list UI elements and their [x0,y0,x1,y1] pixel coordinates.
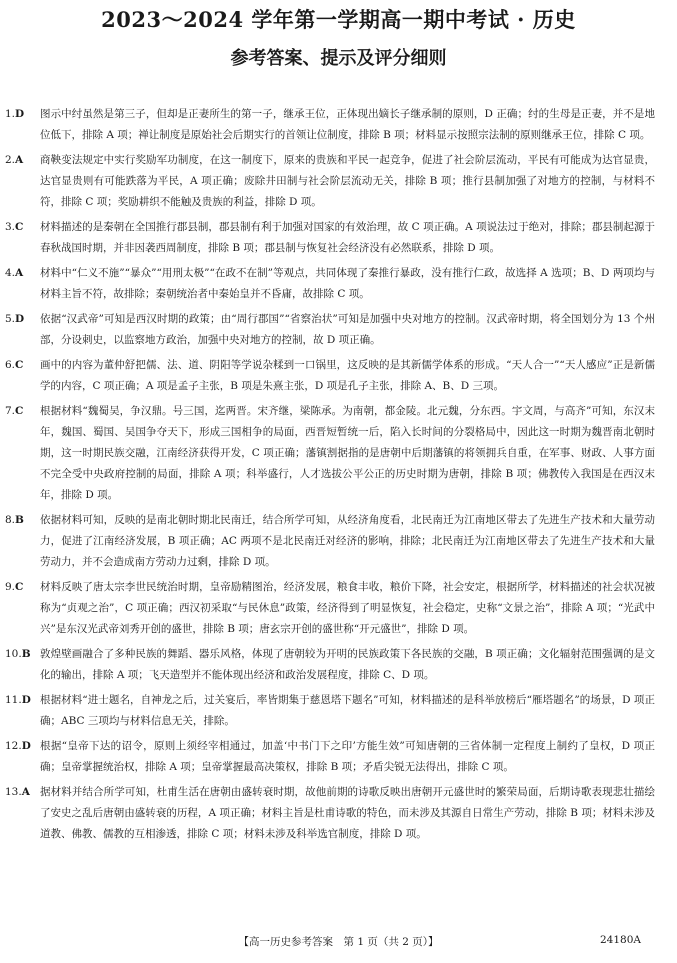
item-explanation: 材料中“仁义不施”“暴众”“用刑太极”“在政不在制”等观点，共同体现了秦推行暴政，没有推行仁政，故选择 A 选项；B、D 两项均与材料主旨不符，故排除；秦朝统治者中秦始皇并不昏庸，故排除 C 项。 [40,267,655,300]
item-answer: A [15,154,24,166]
footer-code: 24180A [600,934,641,946]
answer-item [0,263,677,305]
item-explanation: 根据“皇帝下达的诏令，原则上须经宰相通过，加盖‘中书门下之印’方能生效”可知唐朝的三省体制一定程度上制约了皇权，D 项正确；皇帝掌握统治权，排除 A 项；皇帝掌握最高决策权，排除 B 项；矛盾尖锐无法得出，排除 C 项。 [40,740,655,773]
item-answer: B [15,514,24,526]
item-explanation: 依据“汉武帝”可知是西汉时期的政策；由“周行郡国”“省察治状”可知是加强中央对地方的控制。汉武帝时期，将全国划分为 13 个州部，分设刺史，以监察地方政治，加强中央对地方的控制，故 D 项正确。 [40,313,655,346]
item-number: 2.A [5,154,24,166]
answer-item [0,217,677,259]
page-subtitle: 参考答案、提示及评分细则 [230,48,447,69]
item-number: 3.C [5,221,24,233]
item-explanation: 据材料并结合所学可知，杜甫生活在唐朝由盛转衰时期，故他前期的诗歌反映出唐朝开元盛世时的繁荣局面，后期诗歌表现悲壮描绘了安史之乱后唐朝由盛转衰的历程，A 项正确；材料主旨是杜甫诗歌的特色，而未涉及其源自日常生产劳动，排除 B 项；材料未涉及道教、佛教、儒教的互相渗透，排除 C 项；材料未涉及科举选官制度，排除 D 项。 [40,786,655,840]
item-number: 8.B [5,514,24,526]
item-number: 1.D [5,108,25,120]
answer-item [0,644,677,686]
item-answer: A [15,267,24,279]
item-number: 11.D [5,694,31,706]
item-answer: B [21,648,31,660]
answer-item [0,690,677,732]
item-number: 12.D [5,740,31,752]
item-answer: C [15,359,24,371]
answer-item [0,782,677,845]
answer-item [0,577,677,640]
item-number: 4.A [5,267,24,279]
footer-page-info: 【高一历史参考答案 第 1 页（共 2 页）】 [238,936,439,948]
answer-item [0,309,677,351]
answer-list [0,104,677,849]
item-answer: A [21,786,30,798]
item-explanation: 根据材料“魏蜀吴，争汉鼎。号三国，迄两晋。宋齐继，梁陈承。为南朝，都金陵。北元魏，分东西。宇文周，与高齐”可知，东汉末年，魏国、蜀国、吴国争夺天下，形成三国相争的局面，西晋短暂统一后，陷入长时间的分裂格局中，因此这一时期为魏晋南北朝时期，这一时期民族交融，江南经济获得开发，C 项正确；藩镇割据指的是唐朝中后期藩镇的将领拥兵自重，在军事、财政、人事方面不完全受中央政府控制的局面，排除 A 项；科举盛行，人才选拔公平公正的历史时期为唐朝，排除 B 项；佛教传入我国是在西汉末年，排除 D 项。 [40,405,655,501]
item-number: 9.C [5,581,24,593]
page-title: 2023～2024 学年第一学期高一期中考试 · 历史 [101,7,576,32]
item-answer: C [15,405,24,417]
item-explanation: 材料描述的是秦朝在全国推行郡县制，郡县制有利于加强对国家的有效治理，故 C 项正确。A 项说法过于绝对，排除；郡县制起源于春秋战国时期，并非因袭西周制度，排除 B 项；郡县制与恢复社会经济没有必然联系，排除 D 项。 [40,221,655,254]
item-number: 7.C [5,405,24,417]
item-answer: D [21,740,31,752]
item-answer: C [15,581,24,593]
item-number: 10.B [5,648,31,660]
item-number: 6.C [5,359,24,371]
item-explanation: 图示中纣虽然是第三子，但却是正妻所生的第一子，继承王位，正体现出嫡长子继承制的原则，D 正确；纣的生母是正妻，并不是地位低下，排除 A 项；禅让制度是原始社会后期实行的首领让位制度，排除 B 项；材料显示按照宗法制的原则继承王位，排除 C 项。 [40,108,655,141]
answer-item [0,510,677,573]
answer-item [0,736,677,778]
item-explanation: 画中的内容为董仲舒把儒、法、道、阴阳等学说杂糅到一口锅里，这反映的是其新儒学体系的形成。“天人合一”“天人感应”正是新儒学的内容，C 项正确；A 项是孟子主张，B 项是朱熹主张，D 项是孔子主张，排除 A、B、D 三项。 [40,359,655,392]
item-explanation: 根据材料“进士题名，自神龙之后，过关宴后，率皆期集于慈恩塔下题名”可知，材料描述的是科举放榜后“雁塔题名”的场景，D 项正确；ABC 三项均与材料信息无关，排除。 [40,694,655,727]
item-explanation: 敦煌壁画融合了多种民族的舞蹈、器乐风格，体现了唐朝较为开明的民族政策下各民族的交融，B 项正确；文化辐射范围强调的是文化的输出，排除 A 项；飞天造型并不能体现出经济和政治发展程度，排除 C、D 项。 [40,648,655,681]
item-explanation: 商鞅变法规定中实行奖励军功制度，在这一制度下，原来的贵族和平民一起竞争，促进了社会阶层流动，平民有可能成为达官显贵，达官显贵则有可能跌落为平民，A 项正确；废除井田制与社会阶层流动无关，排除 B 项；推行县制加强了对地方的控制，与材料不符，排除 C 项；奖励耕织不能触及贵族的利益，排除 D 项。 [40,154,655,208]
answer-item [0,401,677,506]
item-number: 5.D [5,313,25,325]
item-answer: C [15,221,24,233]
item-answer: D [15,313,25,325]
item-answer: D [15,108,25,120]
answer-item [0,150,677,213]
answer-item [0,355,677,397]
item-explanation: 依据材料可知，反映的是南北朝时期北民南迁，结合所学可知，从经济角度看，北民南迁为江南地区带去了先进生产技术和大量劳动力，促进了江南经济发展，B 项正确；AC 两项不是北民南迁对经济的影响，排除；北民南迁为江南地区带去了先进生产技术和大量劳动力，并不会造成南方劳动力过剩，排除 D 项。 [40,514,655,568]
item-number: 13.A [5,786,30,798]
item-explanation: 材料反映了唐太宗李世民统治时期，皇帝励精图治，经济发展，粮食丰收，粮价下降，社会安定，根据所学，材料描述的社会状况被称为“贞观之治”，C 项正确；西汉初采取“与民休息”政策，经济得到了明显恢复，社会稳定，史称“文景之治”，排除 A 项；“光武中兴”是东汉光武帝刘秀开创的盛世，排除 B 项；唐玄宗开创的盛世称“开元盛世”，排除 D 项。 [40,581,655,635]
answer-item [0,104,677,146]
item-answer: D [21,694,31,706]
